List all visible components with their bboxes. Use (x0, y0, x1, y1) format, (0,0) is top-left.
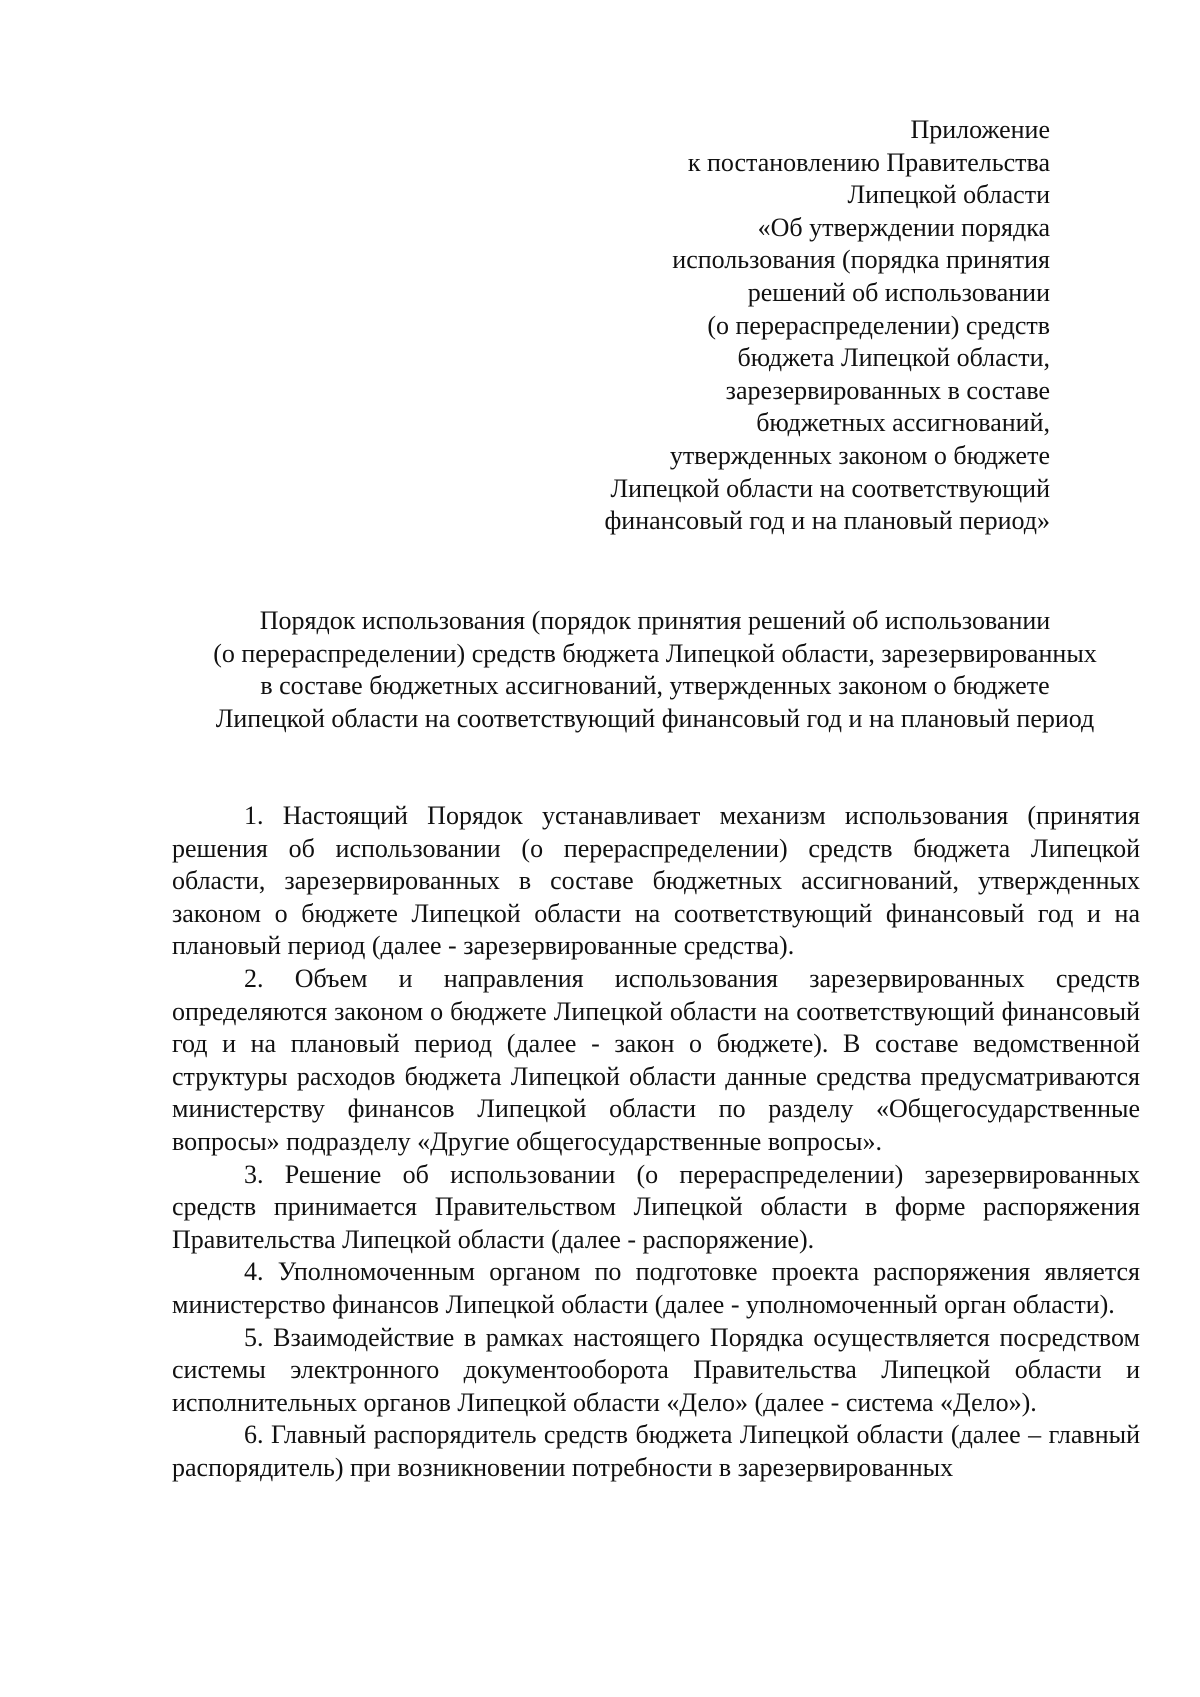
paragraph-1: 1. Настоящий Порядок устанавливает механизм использования (принятия решения об использовании (о перераспределении) средств бюджета Липецкой области, зарезервированных в составе бюджетных ассигнований, утвержденных законом о бюджете Липецкой области на соответствующий финансовый год и на плановый период (далее - зарезервированные средства). (172, 801, 1140, 961)
paragraph-2: 2. Объем и направления использования зарезервированных средств определяются законом о бюджете Липецкой области на соответствующий финансовый год и на плановый период (далее - закон о бюджете). В составе ведомственной структуры расходов бюджета Липецкой области данные средства предусматриваются министерству финансов Липецкой области по разделу «Общегосударственные вопросы» подразделу «Другие общегосударственные вопросы». (172, 963, 1140, 1156)
appendix-line: к постановлению Правительства (687, 147, 1050, 177)
title-line: в составе бюджетных ассигнований, утвержденных законом о бюджете (260, 671, 1050, 701)
paragraph-6: 6. Главный распорядитель средств бюджета Липецкой области (далее – главный распорядитель) при возникновении потребности в зарезервированных (172, 1420, 1140, 1482)
title-line: Липецкой области на соответствующий финансовый год и на плановый период (215, 703, 1095, 733)
document-body (172, 800, 1140, 1484)
document-title (170, 605, 1140, 735)
appendix-line: Приложение (910, 115, 1050, 144)
appendix-block (490, 114, 1050, 538)
appendix-line: финансовый год и на плановый период» (604, 506, 1050, 536)
appendix-line: Липецкой области (847, 180, 1050, 210)
appendix-line: бюджета Липецкой области, (737, 343, 1050, 373)
appendix-line: утвержденных законом о бюджете (669, 440, 1050, 470)
appendix-line: решений об использовании (747, 277, 1050, 307)
title-line: Порядок использования (порядок принятия решений об использовании (259, 606, 1051, 635)
paragraph-4: 4. Уполномоченным органом по подготовке проекта распоряжения является министерство финансов Липецкой области (далее - уполномоченный орган области). (172, 1257, 1140, 1319)
appendix-line: бюджетных ассигнований, (756, 408, 1050, 438)
paragraph-5: 5. Взаимодействие в рамках настоящего Порядка осуществляется посредством системы электронного документооборота Правительства Липецкой области и исполнительных органов Липецкой области «Дело» (далее - система «Дело»). (172, 1322, 1140, 1417)
appendix-line: «Об утверждении порядка (757, 212, 1050, 242)
appendix-line: использования (порядка принятия (672, 245, 1050, 275)
appendix-line: Липецкой области на соответствующий (610, 473, 1050, 503)
appendix-line: зарезервированных в составе (725, 375, 1050, 405)
appendix-line: (о перераспределении) средств (707, 310, 1050, 340)
title-line: (о перераспределении) средств бюджета Липецкой области, зарезервированных (213, 638, 1097, 668)
paragraph-3: 3. Решение об использовании (о перераспределении) зарезервированных средств принимается Правительством Липецкой области в форме распоряжения Правительства Липецкой области (далее - распоряжение). (172, 1159, 1140, 1254)
